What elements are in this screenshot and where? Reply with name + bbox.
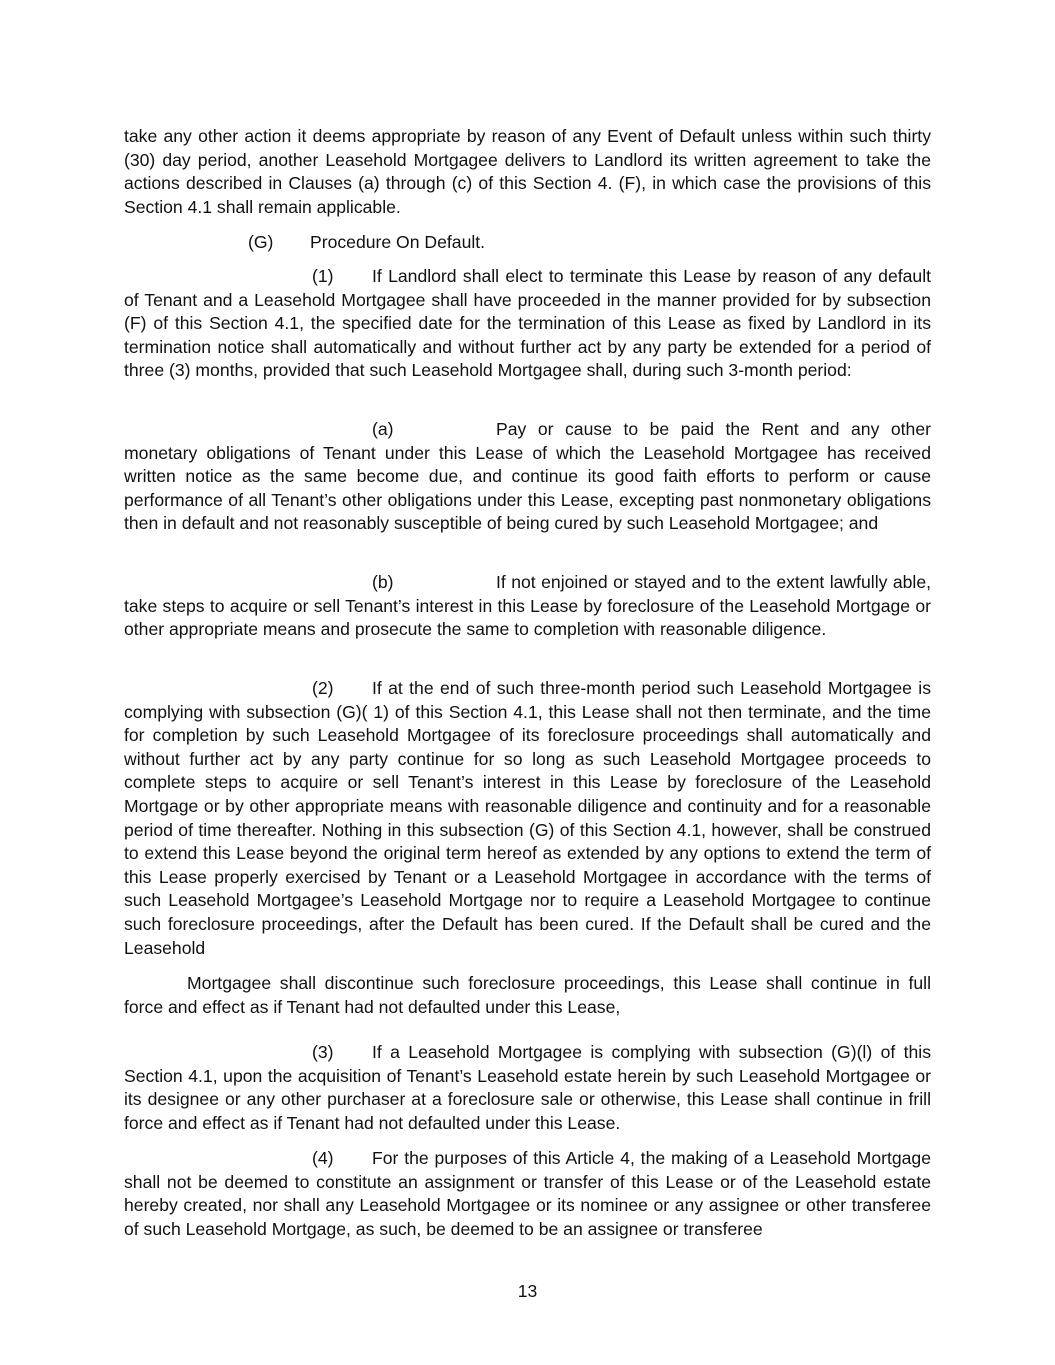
paragraph-1 xyxy=(124,265,931,383)
section-g-heading xyxy=(124,231,931,255)
paragraph-2 xyxy=(124,677,931,960)
section-g-label: (G) xyxy=(248,232,274,252)
clause-b-text: If not enjoined or stayed and to the extent lawfully able, take steps to acquire or sell Tenant’s interest in this Lease by foreclosure of the Leasehold Mortgage or other appropriate means and prosecute the same to completion with reasonable diligence. xyxy=(124,572,931,640)
paragraph-4 xyxy=(124,1147,931,1241)
paragraph-1-label: (1) xyxy=(312,266,334,286)
paragraph-2-label: (2) xyxy=(312,678,334,698)
paragraph-2-text: If at the end of such three-month period such Leasehold Mortgagee is complying with subsection (G)( 1) of this Section 4.1, this Lease shall not then terminate, and the time for completion by such Leasehold Mortgagee of its foreclosure proceedings shall automatically and without further act by any party continue for so long as such Leasehold Mortgagee proceeds to complete steps to acquire or sell Tenant’s interest in this Lease by foreclosure of the Leasehold Mortgage or by other appropriate means with reasonable diligence and continuity and for a reasonable period of time thereafter. Nothing in this subsection (G) of this Section 4.1, however, shall be construed to extend this Lease beyond the original term hereof as extended by any options to extend the term of this Lease properly exercised by Tenant or a Leasehold Mortgagee in accordance with the terms of such Leasehold Mortgagee’s Leasehold Mortgage nor to require a Leasehold Mortgagee to continue such foreclosure proceedings, after the Default has been cured. If the Default shall be cured and the Leasehold xyxy=(124,678,931,958)
paragraph-3 xyxy=(124,1041,931,1135)
section-g-title: Procedure On Default. xyxy=(310,232,486,252)
intro-paragraph: take any other action it deems appropriate by reason of any Event of Default unless within such thirty (30) day period, another Leasehold Mortgagee delivers to Landlord its written agreement to take the actions described in Clauses (a) through (c) of this Section 4. (F), in which case the provisions of this Section 4.1 shall remain applicable. xyxy=(124,126,931,217)
paragraph-3-text: If a Leasehold Mortgagee is complying with subsection (G)(l) of this Section 4.1, upon the acquisition of Tenant’s Leasehold estate herein by such Leasehold Mortgagee or its designee or any other purchaser at a foreclosure sale or otherwise, this Lease shall continue in frill force and effect as if Tenant had not defaulted under this Lease. xyxy=(124,1042,931,1133)
paragraph-2-continuation-text: Mortgagee shall discontinue such foreclosure proceedings, this Lease shall continue in full force and effect as if Tenant had not defaulted under this Lease, xyxy=(124,973,931,1017)
paragraph-4-label: (4) xyxy=(312,1148,334,1168)
paragraph-4-text: For the purposes of this Article 4, the making of a Leasehold Mortgage shall not be deemed to constitute an assignment or transfer of this Lease or of the Leasehold estate hereby created, nor shall any Leasehold Mortgagee or its nominee or any assignee or other transferee of such Leasehold Mortgage, as such, be deemed to be an assignee or transferee xyxy=(124,1148,931,1239)
paragraph-2-continuation xyxy=(124,972,931,1019)
clause-a-label: (a) xyxy=(372,419,394,439)
clause-b xyxy=(124,571,931,642)
paragraph-1-text: If Landlord shall elect to terminate this Lease by reason of any default of Tenant and a Leasehold Mortgagee shall have proceeded in the manner provided for by subsection (F) of this Section 4.1, the specified date for the termination of this Lease as fixed by Landlord in its termination notice shall automatically and without further act by any party be extended for a period of three (3) months, provided that such Leasehold Mortgagee shall, during such 3-month period: xyxy=(124,266,931,381)
paragraph-3-label: (3) xyxy=(312,1042,334,1062)
clause-b-label: (b) xyxy=(372,572,394,592)
clause-a xyxy=(124,418,931,536)
clause-a-text: Pay or cause to be paid the Rent and any other monetary obligations of Tenant under this Lease of which the Leasehold Mortgagee has received written notice as the same become due, and continue its good faith efforts to perform or cause performance of all Tenant’s other obligations under this Lease, excepting past nonmonetary obligations then in default and not reasonably susceptible of being cured by such Leasehold Mortgagee; and xyxy=(124,419,931,534)
page-number: 13 xyxy=(517,1281,538,1301)
